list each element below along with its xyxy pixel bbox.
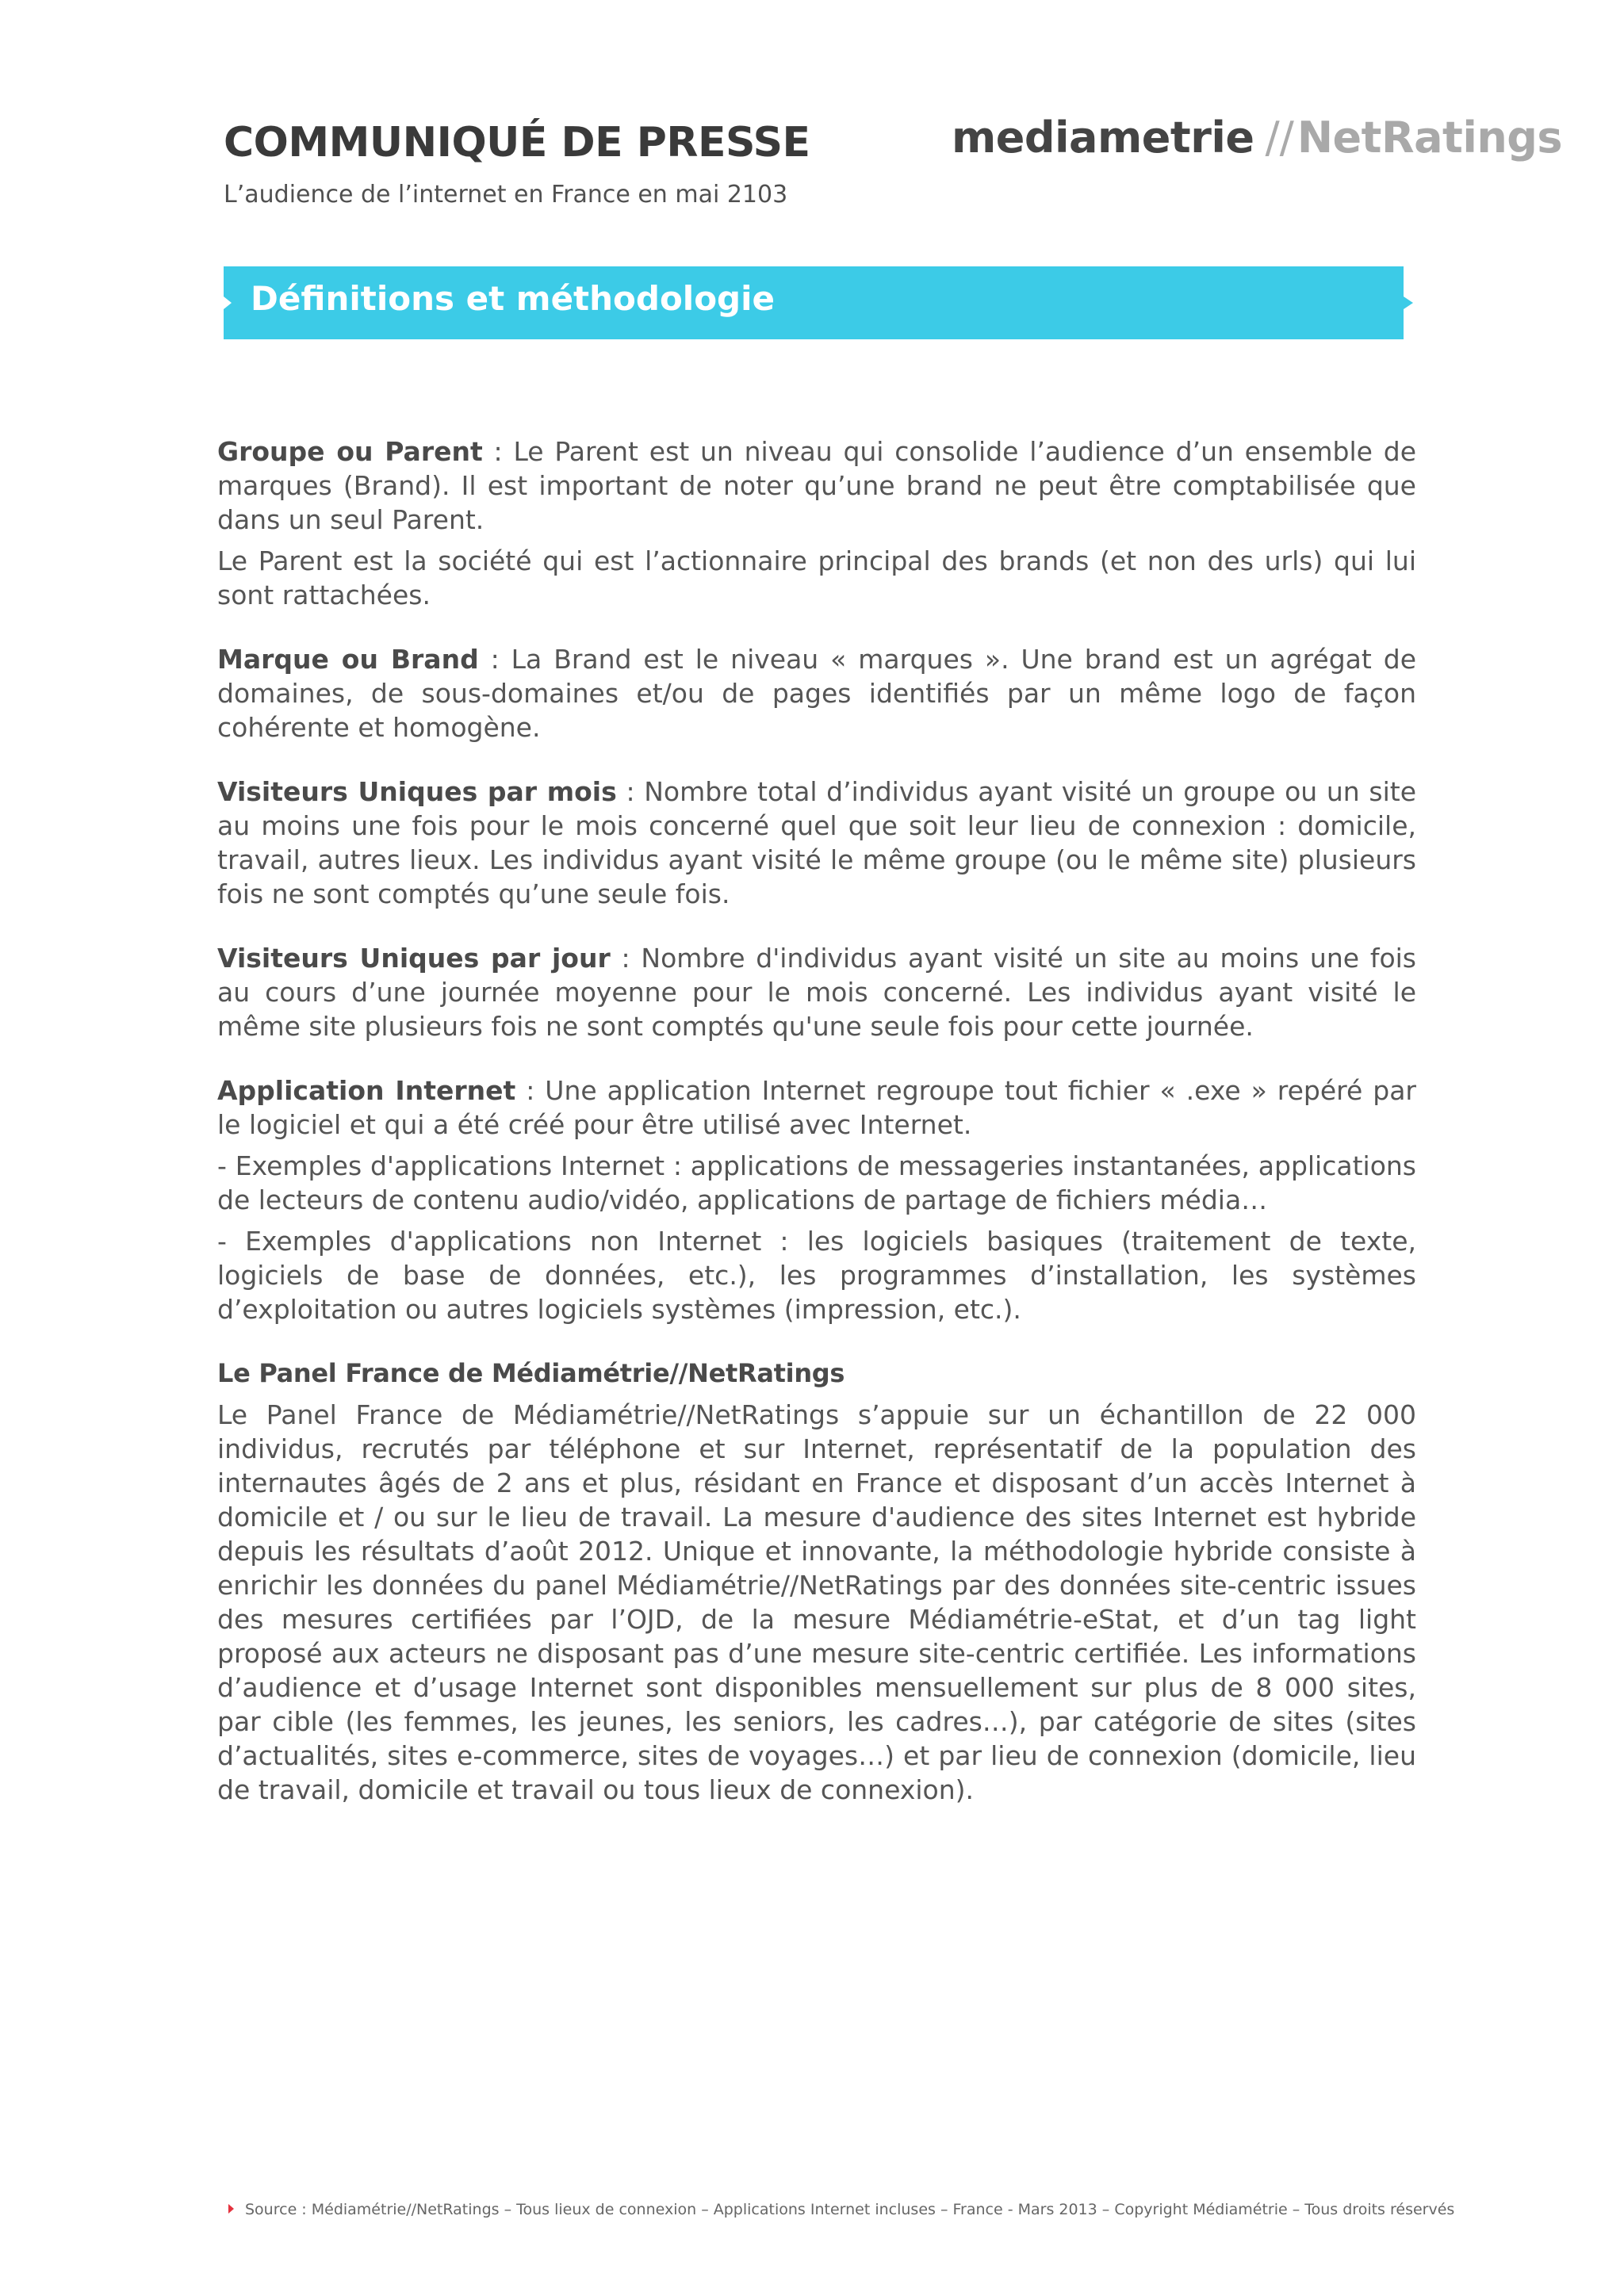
definition-paragraph: - Exemples d'applications non Internet : les logiciels basiques (traitement de texte, logiciels de base de données, etc.), les programmes d’installation, les systèmes d’exploitation ou autres logiciels systèmes (impression, etc.). <box>217 1226 1416 1325</box>
definition-text: : La Brand est le niveau « marques ». Une brand est un agrégat de domaines, de sous-domaines et/ou de pages identifiés par un même logo de façon cohérente et homogène. <box>217 644 1416 743</box>
definition-paragraph <box>217 775 1416 911</box>
definition-visiteurs-jour <box>217 941 1416 1043</box>
logo-sub-text: NetRatings <box>1297 113 1563 163</box>
panel-section <box>217 1357 1416 1807</box>
banner-arrow-right-icon <box>1404 297 1413 309</box>
panel-heading: Le Panel France de Médiamétrie//NetRatings <box>217 1358 845 1388</box>
definition-term: Visiteurs Uniques par mois <box>217 776 617 807</box>
logo-main-text: mediametrie <box>952 113 1254 163</box>
definition-term: Application Internet <box>217 1075 516 1106</box>
definition-marque <box>217 642 1416 744</box>
triangle-bullet-icon <box>228 2204 234 2214</box>
definition-text: : Nombre d'individus ayant visité un site au moins une fois au cours d’une journée moyenne pour le mois concerné. Les individus ayant visité le même site plusieurs fois ne sont comptés qu'une seule fois pour cette journée. <box>217 943 1416 1042</box>
definition-text: : Nombre total d’individus ayant visité un groupe ou un site au moins une fois pour le mois concerné quel que soit leur lieu de connexion : domicile, travail, autres lieux. Les individus ayant visité le même groupe (ou le même site) plusieurs fois ne sont comptés qu’une seule fois. <box>217 776 1416 909</box>
definition-term: Visiteurs Uniques par jour <box>217 943 611 974</box>
definition-paragraph <box>217 642 1416 744</box>
footer-source-text: Source : Médiamétrie//NetRatings – Tous lieux de connexion – Applications Internet incluses – France - Mars 2013 – Copyright Médiamétrie – Tous droits réservés <box>245 2201 1455 2218</box>
definition-term: Groupe ou Parent <box>217 436 483 467</box>
definition-paragraph <box>217 941 1416 1043</box>
definition-visiteurs-mois <box>217 775 1416 911</box>
panel-text: Le Panel France de Médiamétrie//NetRatings s’appuie sur un échantillon de 22 000 individus, recrutés par téléphone et sur Internet, représentatif de la population des internautes âgés de 2 ans et plus, résidant en France et disposant d’un accès Internet à domicile et / ou sur le lieu de travail. La mesure d'audience des sites Internet est hybride depuis les résultats d’août 2012. Unique et innovante, la méthodologie hybride consiste à enrichir les données du panel Médiamétrie//NetRatings par des données site-centric issues des mesures certifiées par l’OJD, de la mesure Médiamétrie-eStat, et d’un tag light proposé aux acteurs ne disposant pas d’une mesure site-centric certifiée. Les informations d’audience et d’usage Internet sont disponibles mensuellement sur plus de 8 000 sites, par cible (les femmes, les jeunes, les seniors, les cadres…), par catégorie de sites (sites d’actualités, sites e-commerce, sites de voyages…) et par lieu de connexion (domicile, lieu de travail, domicile et travail ou tous lieux de connexion). <box>217 1399 1416 1805</box>
definition-paragraph <box>217 1073 1416 1142</box>
definitions-content <box>217 434 1416 1837</box>
definition-application <box>217 1073 1416 1326</box>
logo-separator: // <box>1265 113 1294 163</box>
definition-groupe <box>217 434 1416 612</box>
definition-paragraph: - Exemples d'applications Internet : applications de messageries instantanées, applications de lecteurs de contenu audio/vidéo, applications de partage de fichiers média… <box>217 1150 1416 1215</box>
definition-term: Marque ou Brand <box>217 644 479 675</box>
section-title: Définitions et méthodologie <box>251 279 776 318</box>
definition-text: : Une application Internet regroupe tout fichier « .exe » repéré par le logiciel et qui a été créé pour être utilisé avec Internet. <box>217 1075 1416 1140</box>
definition-text: : Le Parent est un niveau qui consolide l’audience d’un ensemble de marques (Brand). Il est important de noter qu’une brand ne peut être comptabilisée que dans un seul Parent. <box>217 436 1416 535</box>
definition-paragraph: Le Parent est la société qui est l’actionnaire principal des brands (et non des urls) qui lui sont rattachées. <box>217 545 1416 610</box>
mediametrie-netratings-logo <box>952 113 1562 163</box>
definition-paragraph <box>217 434 1416 537</box>
page-subtitle: L’audience de l’internet en France en mai 2103 <box>224 181 788 209</box>
footer-source <box>228 2201 1454 2218</box>
banner-arrow-left-icon <box>224 297 232 309</box>
page-title: COMMUNIQUÉ DE PRESSE <box>224 119 810 166</box>
